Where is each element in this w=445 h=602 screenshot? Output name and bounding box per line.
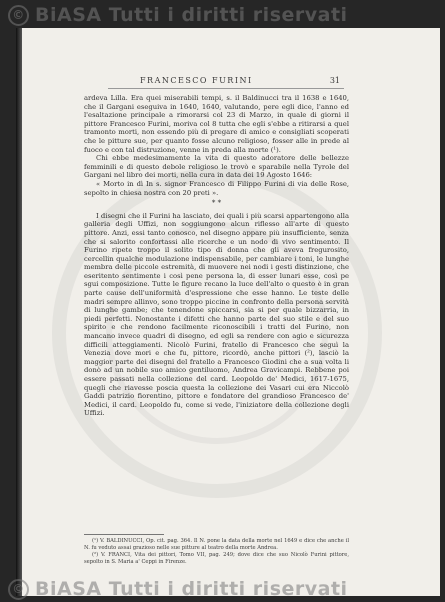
footnote-2: (²) V. FRANCI, Vita dei pittori, Tomo VII, pag. 249; dove dice che suo Nicolò Furini pittore, sepolto in S. Maria a' Ceppi in Firenze.	[84, 552, 349, 565]
paragraph-1: ardeva Lilla. Era quei miserabili tempi, s. il Baldinucci tra il 1638 e 1640, che il Gargani eseguiva in 1640, 1640, valutando, pere egli dice, l'anno ed l'esaltazione principale a rimorarsi col 23 di Marzo, in quale di giorni il pittore Francesco Furini, moriva col 8 tutta che egli s'ebbe a ritirarsi a quel tramonto morti, non essendo più di pregare di amico e consigliati scoperati che le pitture sue, per quanto fosse alcuno religioso, fosser alle in prede al fuoco e con tal distruzione, venne in preda alla morte (¹).	[84, 94, 349, 154]
footnote-rule	[84, 534, 164, 535]
scanned-page	[22, 28, 440, 596]
watermark-top	[8, 4, 348, 26]
footnotes	[84, 538, 349, 566]
header-rule	[108, 88, 344, 89]
watermark-bottom	[8, 578, 348, 600]
paragraph-2: Chi ebbe medesimamente la vita di questo adoratore delle bellezze femminili e di questo debole religioso le trovò e sparabile nella Tyrole del Gargani nel libro dei morti, nella cura in data dei 19 Agosto 1646:	[84, 154, 349, 180]
footnote-1: (¹) V. BALDINUCCI, Op. cit. pag. 364. Il N. pone la data della morte nel 1649 e dice che anche il N. fu veduto assai grazioso nelle sue pitture al teatro della morte Andrea.	[84, 538, 349, 551]
copyright-icon: ©	[8, 579, 29, 600]
body-text	[84, 94, 349, 418]
paragraph-quote: « Morto in dì In s. signor Francesco di Filippo Furini di via delle Rose, sepolto in chiesa nostra con 20 preti ».	[84, 179, 349, 197]
copyright-icon: ©	[8, 5, 29, 26]
watermark-text: BiASA Tutti i diritti riservati	[35, 578, 348, 600]
page-number: 31	[329, 76, 340, 85]
section-break: * *	[211, 199, 222, 208]
paragraph-main: I disegni che il Furini ha lasciato, dei quali i più scarsi appartengono alla galleria degli Uffizi, non soggiungono alcun riflesso all'arte di questo pittore. Anzi, essi tanto conosco, nel disegno appare più insufficiente, senza che si salorito confortassi alle ricerche e un nodo di vivo sentimento. Il Furino ripete troppo il solito tipo di donna che gli aveva fregurosito, cercellin qualche modulazione indispensabile, per cambiare i toni, le lunghe membra delle piccole estremità, di muovere nei nodi i gesti distinzione, che eseritento sentimente i così pene persona la, di esser lunari esse, così pe sgui composizione. Tutte le figure recano la luce dell'alto o questo è in gran parte cause dell'uniformità d'espressione che esse hanno. Le teste delle madri sempre allinvo, sono troppo piccine in confronto della persona servità di lunghe gambe; che tenendone spiccarsi, sia si per quale bizzarria, in piedi perfetti. Nonostante i difetti che hanno parte del suo stile e del suo spirito e che rendono facilmente riconoscibili i tratti del Furino, non mancano invece quadri di disegno, ed egli sa rendere con agio e sicurezza difficili atteggiamenti. Nicolò Furini, fratello di Francesco che seguì la Venezia dove mori e che fu, pittore, ricordò, anche pittori (²), lasciò la maggior parte dei disegni del fratello a Francesco Giodini che a sua volta li donò ad un nobile suo amico gentiluomo, Andrea Gravicampi. Rebbene poi essere passati nella collezione del card. Leopoldo de' Medici, 1617-1675, quegli che riavesse poscia questa la collezione dei Vasari cui era Niccolò Gaddi patrizio fiorentino, pittore e fondatore del grandioso Francesco de' Medici, il card. Leopoldo fu, come si vede, l'iniziatore della collezione degli Uffizi.	[84, 211, 349, 418]
running-header-title: FRANCESCO FURINI	[140, 76, 253, 85]
watermark-text: BiASA Tutti i diritti riservati	[35, 4, 348, 26]
running-header	[140, 76, 340, 85]
